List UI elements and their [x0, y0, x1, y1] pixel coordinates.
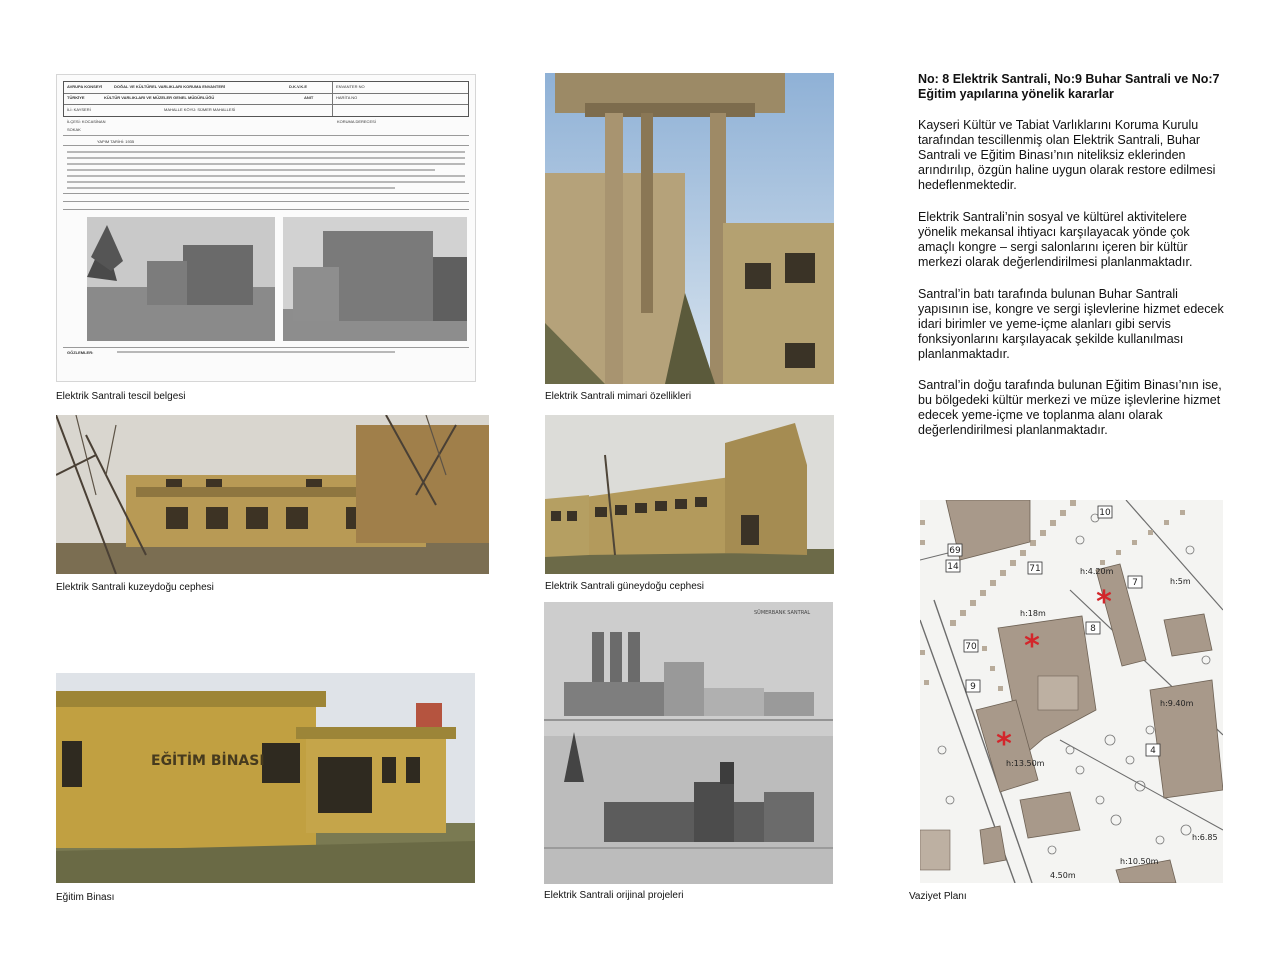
marker-egitim: * — [996, 727, 1012, 762]
doc-district: İLÇESİ: KOCASİNAN — [67, 119, 106, 124]
photo-guneydogu — [545, 415, 834, 574]
caption-vaziyet: Vaziyet Planı — [909, 891, 967, 902]
photo-orijinal-projeler — [544, 602, 833, 884]
doc-ministry: KÜLTÜR VARLIKLARI VE MÜZELER GENEL MÜDÜRLÜĞÜ — [104, 95, 215, 100]
plan-height-6: h:10.50m — [1120, 857, 1159, 866]
doc-construction: YAPIM TARİHİ: 1935 — [97, 139, 135, 144]
plan-height-1: h:4.20m — [1080, 567, 1114, 576]
plan-height-7: h:6.85 — [1192, 833, 1218, 842]
doc-code: D.K.V.K.E — [289, 84, 308, 89]
doc-notes: GÖZLEMLER: — [67, 350, 94, 355]
photo-kuzeydogu — [56, 415, 489, 574]
doc-city: İLİ: KAYSERİ — [67, 107, 91, 112]
plan-label-71: 71 — [1029, 564, 1041, 574]
plan-label-4: 4 — [1150, 746, 1156, 756]
caption-egitim: Eğitim Binası — [56, 892, 115, 903]
plan-label-8: 8 — [1090, 624, 1096, 634]
caption-kuzeydogu: Elektrik Santrali kuzeydoğu cephesi — [56, 582, 214, 593]
doc-org: AVRUPA KONSEYİ — [67, 84, 103, 89]
doc-inventory-no: ENVANTER NO — [336, 84, 365, 89]
egitim-sign-text: EĞİTİM BİNASI — [151, 753, 265, 769]
document-photo-right — [283, 217, 467, 341]
doc-type: ANIT — [304, 95, 314, 100]
plan-label-7: 7 — [1132, 578, 1138, 588]
caption-orijinal: Elektrik Santrali orijinal projeleri — [544, 890, 684, 901]
plan-label-9: 9 — [970, 682, 976, 692]
paragraph-1: Kayseri Kültür ve Tabiat Varlıklarını Koruma Kurulu tarafından tescillenmiş olan Elektrik Santrali, Buhar Santrali ve Eğitim Binası’nın niteliksiz eklerinden arındırılıp, özgün haline uygun olarak restore edilmesi hedeflenmektedir. — [918, 118, 1216, 192]
doc-protection: KORUMA DERECESİ — [337, 119, 376, 124]
plan-label-69: 69 — [949, 546, 961, 556]
plan-label-70: 70 — [965, 642, 977, 652]
marker-elektrik: * — [1024, 629, 1040, 664]
plan-label-14: 14 — [947, 562, 959, 572]
caption-mimari: Elektrik Santrali mimari özellikleri — [545, 391, 692, 402]
plan-height-2: h:18m — [1020, 609, 1046, 618]
caption-guneydogu: Elektrik Santrali güneydoğu cephesi — [545, 581, 704, 592]
doc-street: SOKAK — [67, 127, 81, 132]
plan-height-8: 4.50m — [1050, 871, 1076, 880]
plan-height-5: h:13.50m — [1006, 759, 1045, 768]
doc-neighborhood: MAHALLE KÖYÜ: SÜMER MAHALLESİ — [164, 107, 236, 112]
registration-document-image — [56, 74, 476, 382]
document-header — [63, 81, 469, 117]
photo-egitim — [56, 673, 475, 883]
paragraph-3: Santral’in batı tarafında bulunan Buhar Santrali yapısının ise, kongre ve sergi işlevlerine hizmet edecek idari birimler ve yeme-içme alanları gibi servis fonksiyonlarını karşılayacak şekilde kullanılması planlanmaktadır. — [918, 287, 1224, 361]
doc-country: TÜRKİYE — [67, 95, 85, 100]
doc-map-no: HARİTA NO — [336, 95, 358, 100]
plan-label-10: 10 — [1099, 508, 1111, 518]
paragraph-4: Santral’in doğu tarafında bulunan Eğitim Binası’nın ise, bu bölgedeki kültür merkezi ve müze işlevlerine hizmet edecek yeme-içme ve toplanma alanı olarak değerlendirilmesi planlanmaktadır. — [918, 378, 1222, 437]
plan-height-4: h:9.40m — [1160, 699, 1194, 708]
marker-buhar: * — [1096, 585, 1112, 620]
project-stamp-text: SÜMERBANK SANTRAL — [754, 610, 811, 616]
photo-mimari — [545, 73, 834, 384]
caption-tescil: Elektrik Santrali tescil belgesi — [56, 391, 186, 402]
paragraph-2: Elektrik Santrali’nin sosyal ve kültürel aktivitelere yönelik mekansal ihtiyacı karşılayacak yönde çok amaçlı kongre – sergi salonlarını içeren bir kültür merkezi olarak değerlendirilmesi planlanmaktadır. — [918, 210, 1193, 269]
doc-inventory-title: DOĞAL VE KÜLTÜREL VARLIKLARI KORUMA ENVANTERİ — [114, 84, 226, 89]
plan-height-3: h:5m — [1170, 577, 1191, 586]
site-plan — [920, 500, 1223, 883]
document-photo-left — [87, 217, 275, 341]
section-heading: No: 8 Elektrik Santrali, No:9 Buhar Santrali ve No:7 Eğitim yapılarına yönelik kararlar — [918, 72, 1220, 101]
